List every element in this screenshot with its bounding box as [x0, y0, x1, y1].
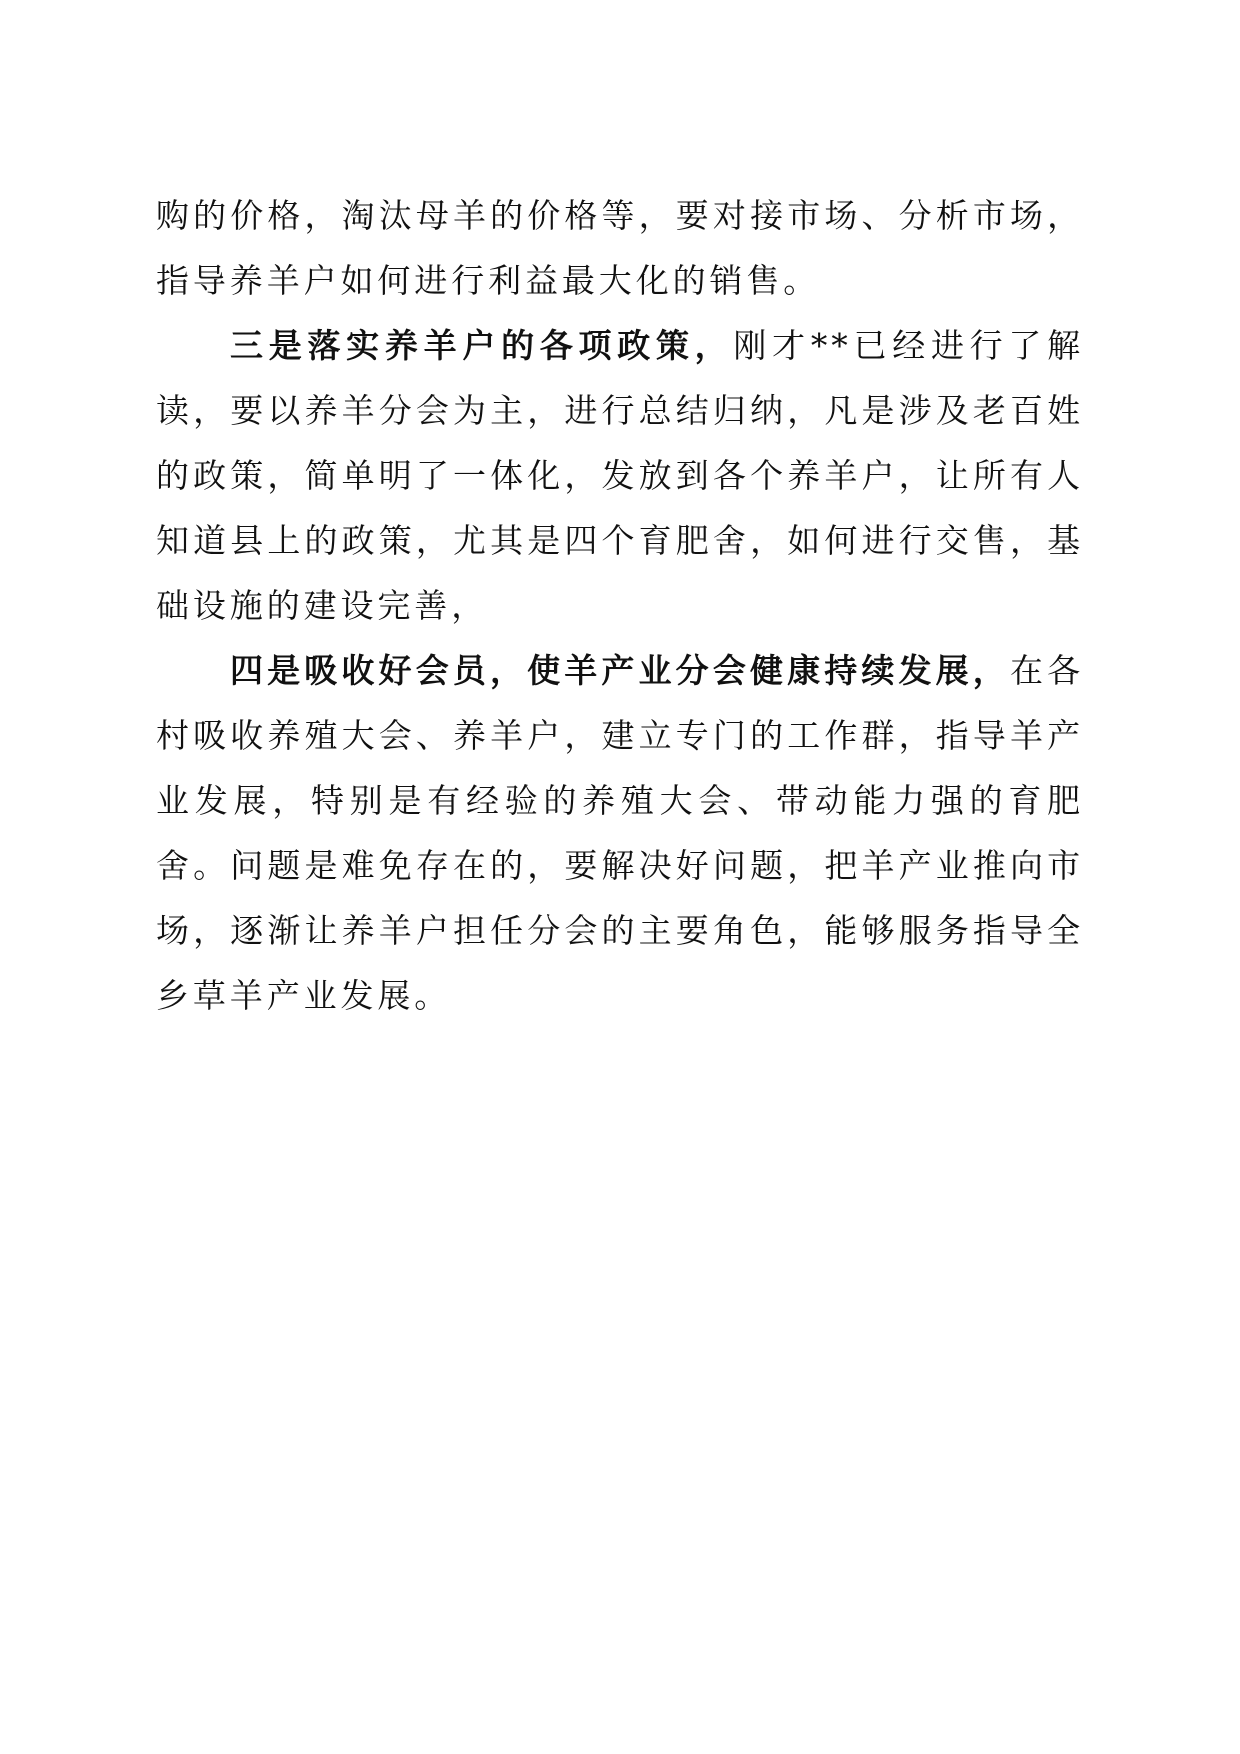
document-body: [156, 183, 1084, 1028]
paragraph-heading: 三是落实养羊户的各项政策，: [230, 326, 734, 365]
paragraph-continued: [156, 183, 1084, 313]
paragraph-members: [156, 638, 1084, 1028]
paragraph-heading: 四是吸收好会员，使羊产业分会健康持续发展，: [230, 651, 1010, 690]
paragraph-text: 刚才**已经进行了解读，要以养羊分会为主，进行总结归纳，凡是涉及老百姓的政策，简单明了一体化，发放到各个养羊户，让所有人知道县上的政策，尤其是四个育肥舍，如何进行交售，基础设施的建设完善，: [156, 326, 1085, 625]
paragraph-policy: [156, 313, 1084, 638]
paragraph-text: 在各村吸收养殖大会、养羊户，建立专门的工作群，指导羊产业发展，特别是有经验的养殖大会、带动能力强的育肥舍。问题是难免存在的，要解决好问题，把羊产业推向市场，逐渐让养羊户担任分会的主要角色，能够服务指导全乡草羊产业发展。: [156, 651, 1084, 1015]
paragraph-text: 购的价格，淘汰母羊的价格等，要对接市场、分析市场，指导养羊户如何进行利益最大化的销售。: [156, 196, 1084, 300]
